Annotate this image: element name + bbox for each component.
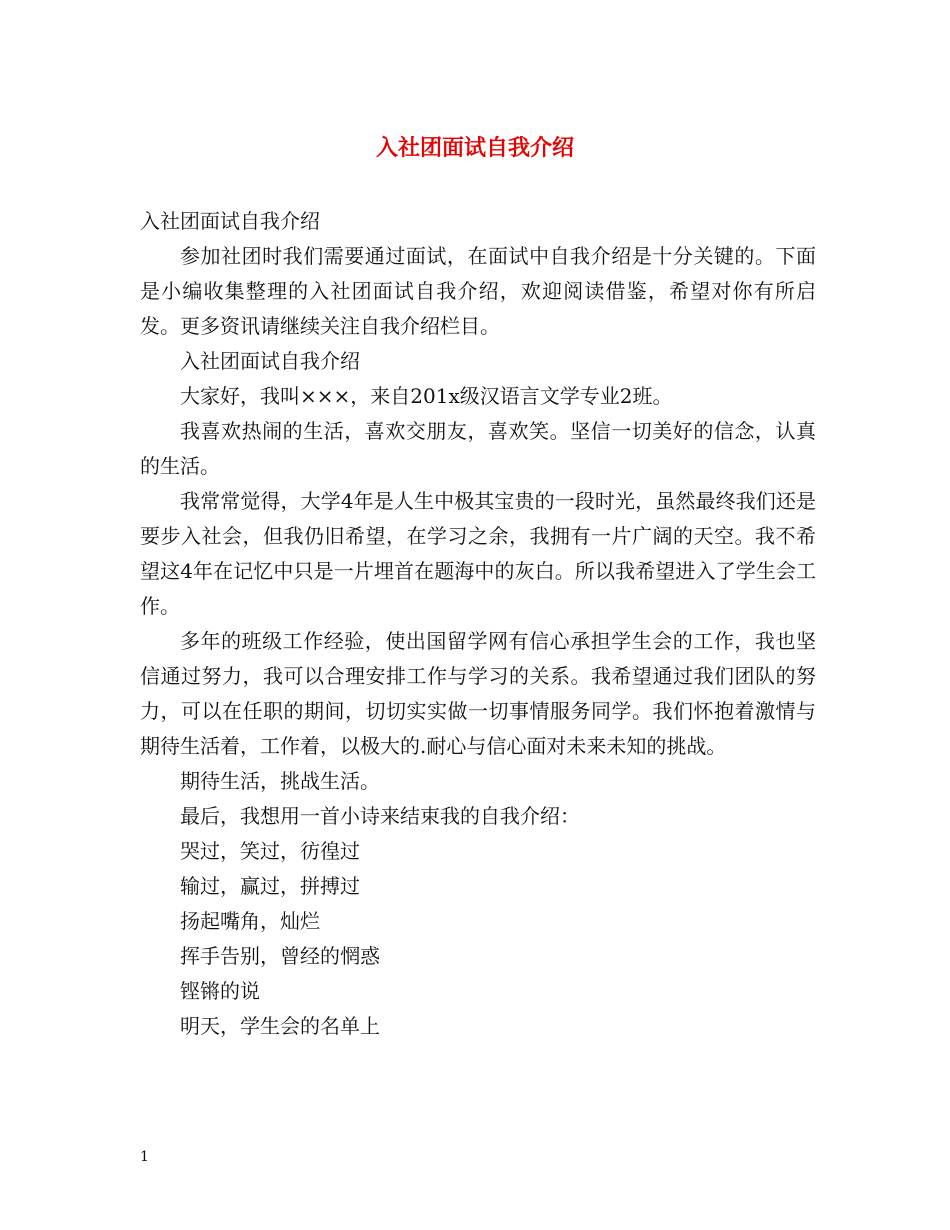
poem-line: 扬起嘴角，灿烂 bbox=[180, 909, 320, 933]
poem-line: 哭过，笑过，彷徨过 bbox=[180, 839, 360, 863]
poem-line: 挥手告别，曾经的惘惑 bbox=[180, 944, 380, 968]
poem-line: 铿锵的说 bbox=[180, 979, 260, 1003]
paragraph: 最后，我想用一首小诗来结束我的自我介绍： bbox=[180, 804, 580, 828]
paragraph: 我常常觉得，大学4年是人生中极其宝贵的一段时光，虽然最终我们还是要步入社会，但我仍旧希望，在学习之余，我拥有一片广阔的天空。我不希望这4年在记忆中只是一片埋首在题海中的灰白。所以我希望进入了学生会工作。 bbox=[140, 489, 816, 618]
poem-line: 输过，赢过，拼搏过 bbox=[180, 874, 360, 898]
paragraph-heading: 入社团面试自我介绍 bbox=[140, 209, 320, 233]
paragraph: 期待生活，挑战生活。 bbox=[180, 769, 380, 793]
document-body bbox=[140, 204, 816, 1044]
paragraph: 参加社团时我们需要通过面试，在面试中自我介绍是十分关键的。下面是小编收集整理的入社团面试自我介绍，欢迎阅读借鉴，希望对你有所启发。更多资讯请继续关注自我介绍栏目。 bbox=[140, 244, 816, 338]
poem-line: 明天，学生会的名单上 bbox=[180, 1014, 380, 1038]
paragraph: 大家好，我叫×××，来自201x级汉语言文学专业2班。 bbox=[180, 384, 673, 408]
paragraph: 入社团面试自我介绍 bbox=[180, 349, 360, 373]
paragraph: 多年的班级工作经验，使出国留学网有信心承担学生会的工作，我也坚信通过努力，我可以合理安排工作与学习的关系。我希望通过我们团队的努力，可以在任职的期间，切切实实做一切事情服务同学。我们怀抱着激情与期待生活着，工作着，以极大的.耐心与信心面对未来未知的挑战。 bbox=[140, 629, 816, 758]
document-title: 入社团面试自我介绍 bbox=[375, 135, 574, 161]
paragraph: 我喜欢热闹的生活，喜欢交朋友，喜欢笑。坚信一切美好的信念，认真的生活。 bbox=[140, 419, 816, 478]
page-number: 1 bbox=[140, 1149, 149, 1165]
